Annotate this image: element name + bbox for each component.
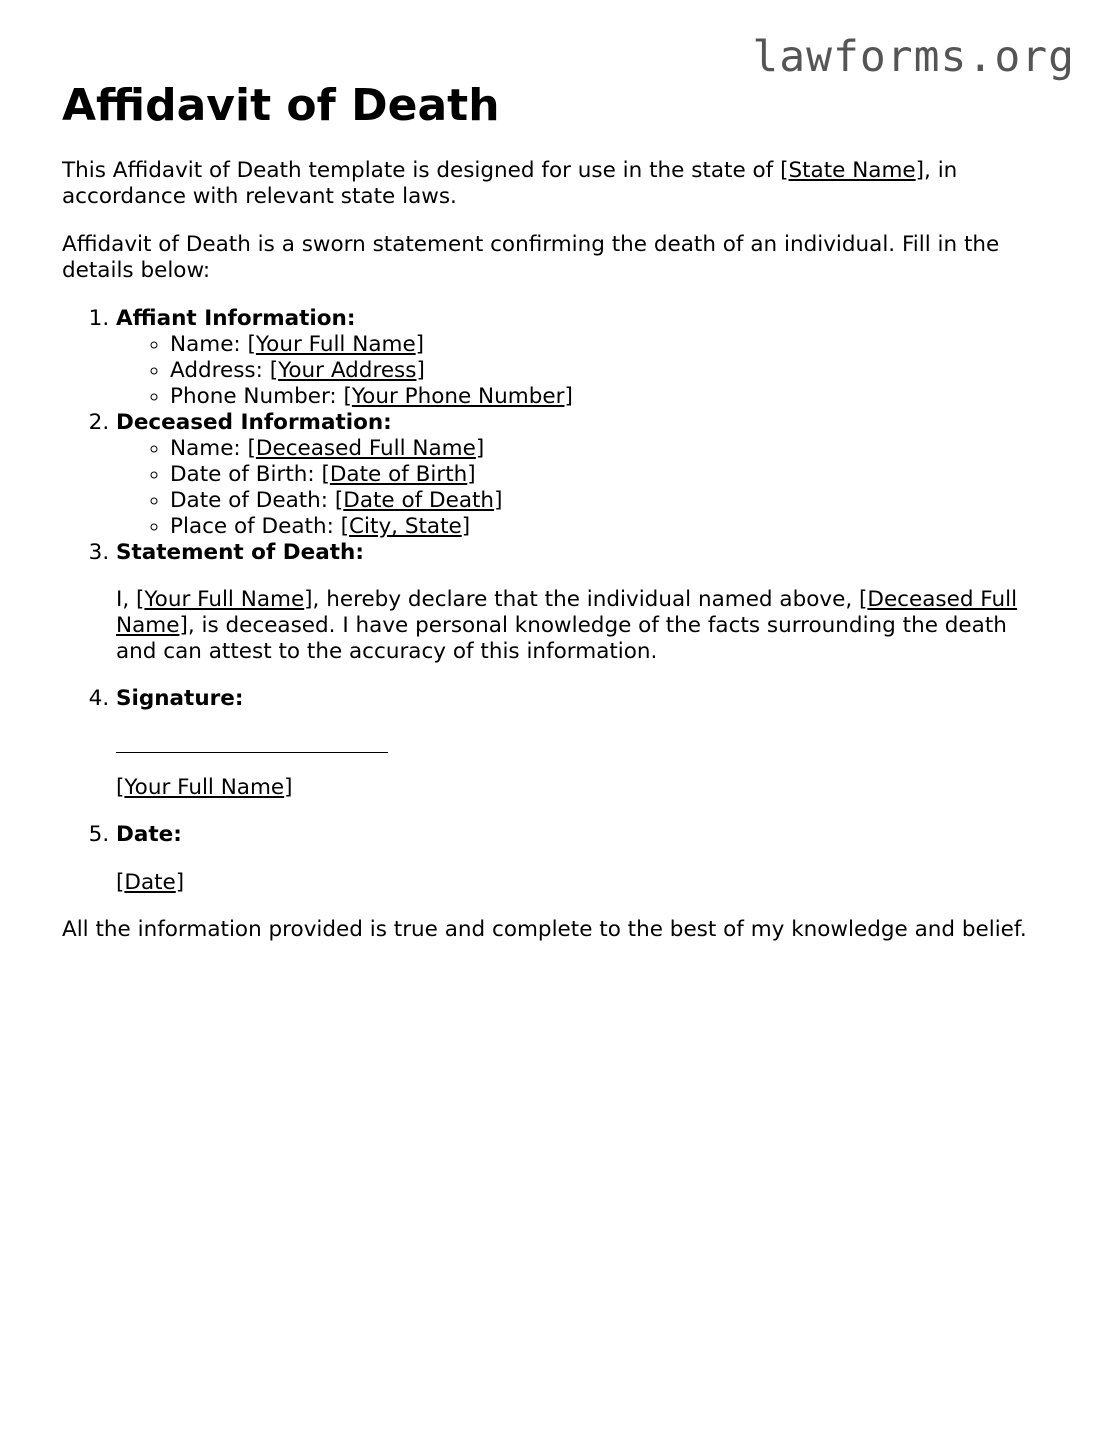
section-heading: Signature: (116, 686, 244, 711)
section-heading: Affiant Information: (116, 306, 356, 331)
bracket: [ (116, 870, 125, 895)
date-value (116, 870, 1052, 896)
field-label: Place of Death: [ (170, 514, 350, 539)
list-item (170, 358, 1052, 384)
list-item (170, 488, 1052, 514)
affiant-phone-field: Your Phone Number (351, 384, 565, 409)
bracket: ] (416, 358, 425, 383)
list-item (170, 436, 1052, 462)
bracket: ] (175, 870, 185, 895)
date-field: Date (124, 870, 176, 895)
statement-text: ], hereby declare that the individual named above, [ (304, 587, 868, 612)
bracket: [ (116, 775, 125, 800)
field-label: Name: [ (170, 436, 256, 461)
field-label: Phone Number: [ (170, 384, 352, 409)
signature-name (116, 775, 1052, 801)
bracket: ] (415, 332, 425, 357)
bracket: ] (284, 775, 293, 800)
intro-text-prefix: This Affidavit of Death template is designed for use in the state of [ (62, 158, 789, 183)
state-name-field: State Name (788, 158, 916, 183)
field-label: Date of Death: [ (170, 488, 344, 513)
birth-date-field: Date of Birth (329, 462, 468, 487)
deceased-fields (116, 436, 1052, 540)
section-statement (116, 540, 1052, 665)
signature-line[interactable] (116, 734, 388, 753)
deceased-name-field: Deceased Full Name (255, 436, 476, 461)
affiant-address-field: Your Address (278, 358, 417, 383)
statement-paragraph (116, 587, 1052, 665)
watermark-logo: lawforms.org (752, 32, 1075, 82)
list-item (170, 514, 1052, 540)
list-item (170, 332, 1052, 358)
statement-text: I, [ (116, 587, 145, 612)
field-label: Date of Birth: [ (170, 462, 330, 487)
bracket: ] (494, 488, 503, 513)
intro-text-suffix: ], in accordance with relevant state laws. (62, 158, 958, 209)
death-date-field: Date of Death (343, 488, 495, 513)
section-heading: Deceased Information: (116, 410, 392, 435)
affidavit-sections (62, 306, 1052, 896)
document-body (62, 78, 1052, 943)
affiant-fields (116, 332, 1052, 410)
list-item (170, 462, 1052, 488)
death-place-field: City, State (349, 514, 462, 539)
section-heading: Date: (116, 822, 182, 847)
signature-name-field: Your Full Name (124, 775, 285, 800)
section-affiant (116, 306, 1052, 410)
closing-statement: All the information provided is true and complete to the best of my knowledge and belief. (62, 917, 1027, 942)
instructions-paragraph: Affidavit of Death is a sworn statement confirming the death of an individual. Fill in the details below: (62, 232, 1000, 283)
field-label: Address: [ (170, 358, 279, 383)
bracket: ] (461, 514, 471, 539)
statement-affiant-field: Your Full Name (144, 587, 305, 612)
bracket: ] (475, 436, 485, 461)
section-date (116, 822, 1052, 896)
intro-paragraph (62, 158, 1052, 210)
document-title: Affidavit of Death (62, 80, 500, 131)
bracket: ] (564, 384, 573, 409)
statement-text: ], is deceased. I have personal knowledge of the facts surrounding the death and can attest to the accuracy of this information. (116, 613, 1007, 664)
bracket: ] (467, 462, 476, 487)
section-deceased (116, 410, 1052, 540)
affiant-name-field: Your Full Name (255, 332, 416, 357)
list-item (170, 384, 1052, 410)
section-heading: Statement of Death: (116, 540, 364, 565)
section-signature (116, 686, 1052, 801)
field-label: Name: [ (170, 332, 256, 357)
statement-deceased-field: Deceased Full Name (116, 587, 1018, 638)
